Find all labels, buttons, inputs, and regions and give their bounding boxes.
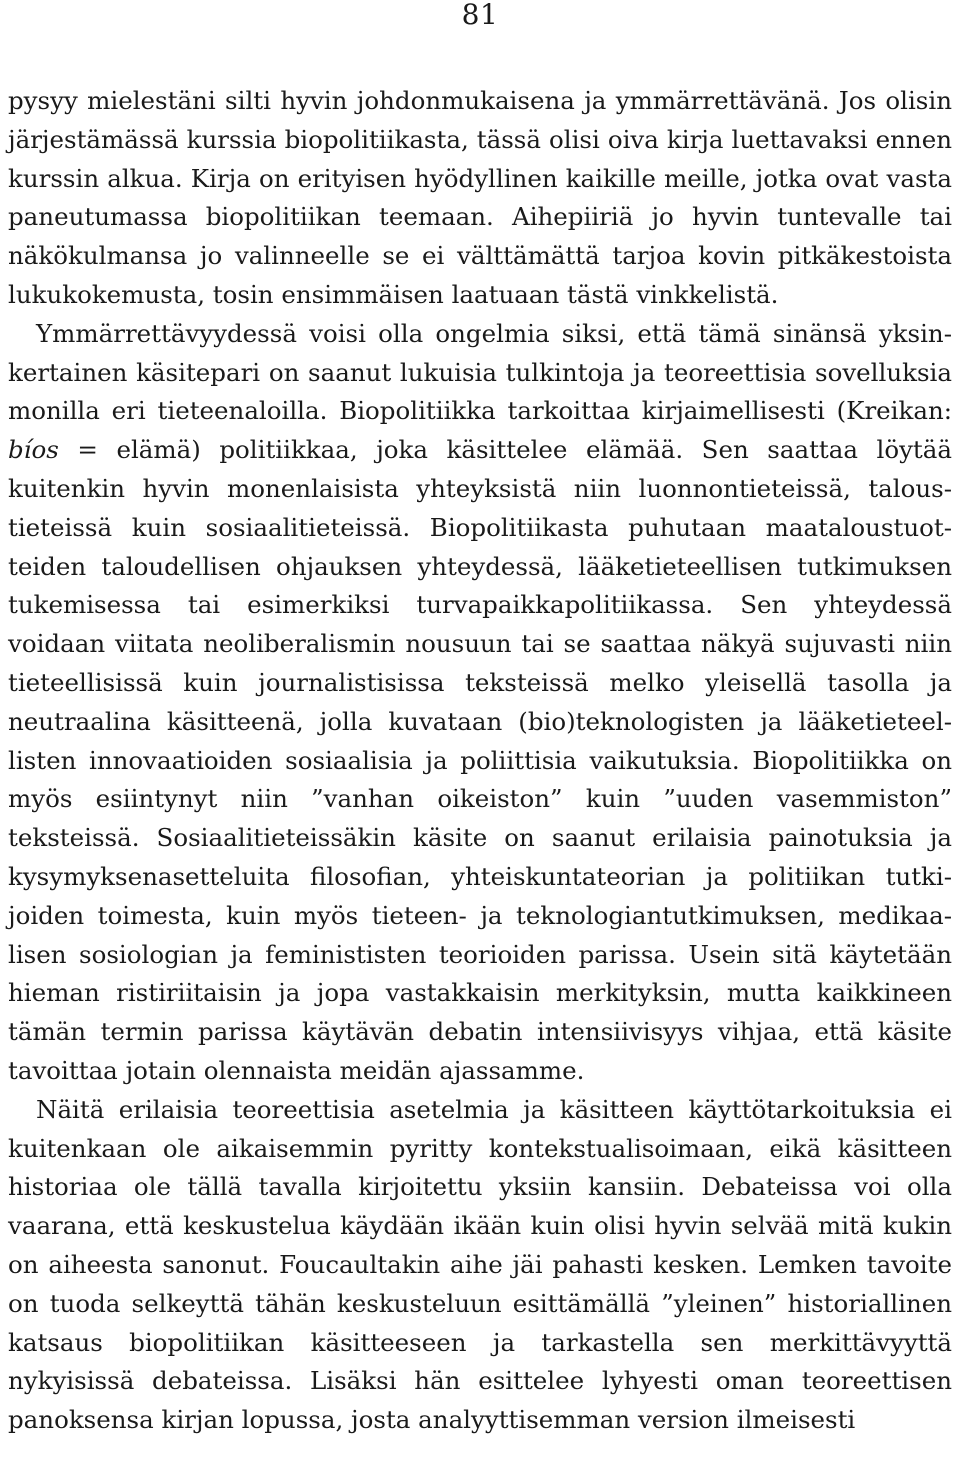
paragraph-text: = elämä) politiikkaa, joka käsittelee elämää. Sen saattaa löytää kuitenkin hyvin monenlaisista yhteyksistä niin luonnontieteissä, taloustieteissä kuin sosiaalitieteissä. Biopolitiikasta puhutaan maataloustuotteiden taloudellisen ohjauksen yhteydessä, lääketieteellisen tutkimuksen tukemisessa tai esimerkiksi turvapaikkapolitiikassa. Sen yhteydessä voidaan viitata neoliberalismin nousuun tai se saattaa näkyä sujuvasti niin tieteellisissä kuin journalistisissa teksteissä melko yleisellä tasolla ja neutraalina käsitteenä, jolla kuvataan (bio)teknologisten ja lääketieteellisten innovaatioiden sosiaalisia ja poliittisia vaikutuksia. Biopolitiikka on myös esiintynyt niin ”vanhan oikeiston” kuin ”uuden vasemmiston” teksteissä. Sosiaalitieteissäkin käsite on saanut erilaisia painotuksia ja kysymyksenasetteluita filosofian, yhteiskuntateorian ja politiikan tutkijoiden toimesta, kuin myös tieteen- ja teknologiantutkimuksen, medikaalisen sosiologian ja feminististen teorioiden parissa. Usein sitä käytetään hieman ristiriitaisin ja jopa vastakkaisin merkityksin, mutta kaikkineen tämän termin parissa käytävän debatin intensiivisyys vihjaa, että käsite tavoittaa jotain olennaista meidän ajassamme. <box>8 435 952 1085</box>
document-body <box>8 82 952 1440</box>
italic-term: bíos <box>8 435 59 465</box>
paragraph-text: pysyy mielestäni silti hyvin johdonmukaisena ja ymmärrettävänä. Jos olisin järjestämässä kurssia biopolitiikasta, tässä olisi oiva kirja luettavaksi ennen kurssin alkua. Kirja on erityisen hyödyllinen kaikille meille, jotka ovat vasta paneutumassa biopolitiikan teemaan. Aihepiiriä jo hyvin tuntevalle tai näkökulmansa jo valinneelle se ei välttämättä tarjoa kovin pitkäkestoista lukukokemusta, tosin ensimmäisen laatuaan tästä vinkkelistä. <box>8 86 952 309</box>
page-number: 81 <box>461 0 499 31</box>
paragraph <box>8 315 952 1091</box>
paragraph <box>8 82 952 315</box>
paragraph <box>8 1091 952 1440</box>
paragraph-text: Ymmärrettävyydessä voisi olla ongelmia siksi, että tämä sinänsä yksinkertainen käsitepari on saanut lukuisia tulkintoja ja teoreettisia sovelluksia monilla eri tieteenaloilla. Biopolitiikka tarkoittaa kirjaimellisesti (Kreikan: <box>8 318 952 426</box>
paragraph-text: Näitä erilaisia teoreettisia asetelmia ja käsitteen käyttötarkoituksia ei kuitenkaan ole aikaisemmin pyritty kontekstualisoimaan, eikä käsitteen historiaa ole tällä tavalla kirjoitettu yksiin kansiin. Debateissa voi olla vaarana, että keskustelua käydään ikään kuin olisi hyvin selvää mitä kukin on aiheesta sanonut. Foucaultakin aihe jäi pahasti kesken. Lemken tavoite on tuoda selkeyttä tähän keskusteluun esittämällä ”yleinen” historiallinen katsaus biopolitiikan käsitteeseen ja tarkastella sen merkittävyyttä nykyisissä debateissa. Lisäksi hän esittelee lyhyesti oman teoreettisen panoksensa kirjan lopussa, josta analyyttisemman version ilmeisesti <box>8 1094 952 1435</box>
